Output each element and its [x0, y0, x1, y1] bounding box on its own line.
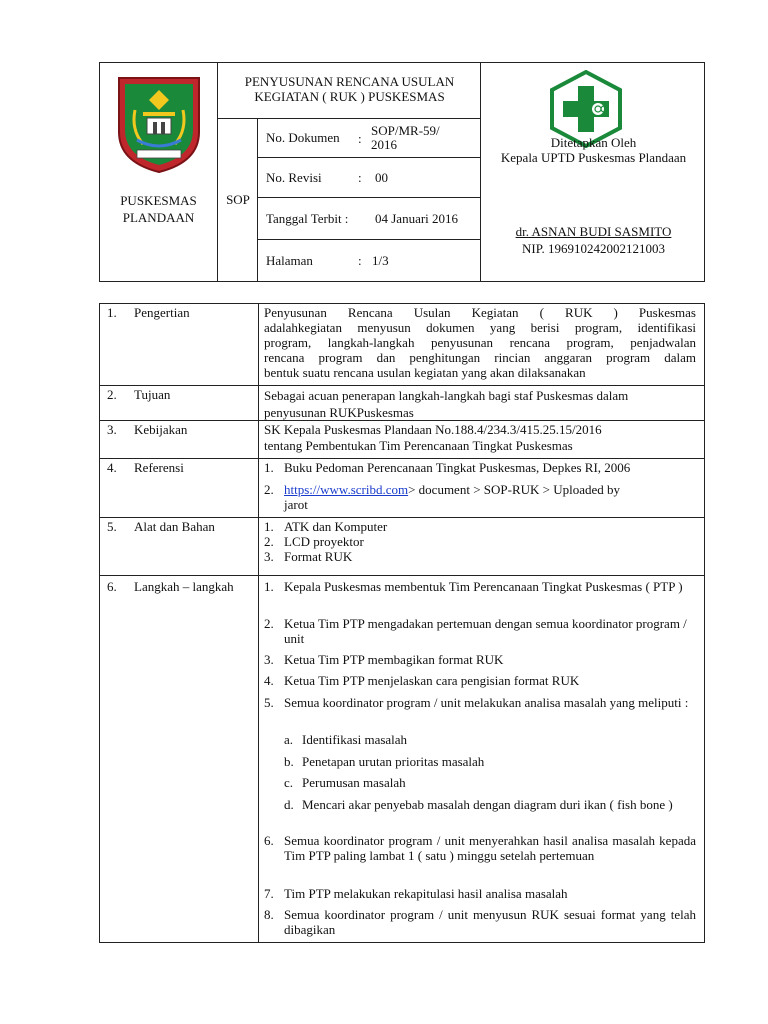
- issue-date-label: Tanggal Terbit :: [266, 211, 349, 226]
- signer-block: [482, 223, 705, 257]
- signer-nip: NIP. 196910242002121003: [521, 241, 665, 256]
- langkah-item-5-number: 5.: [264, 695, 274, 710]
- document-title-line2: KEGIATAN ( RUK ) PUSKESMAS: [254, 89, 445, 104]
- revision-label: No. Revisi: [266, 170, 322, 185]
- section-2-label: Tujuan: [134, 387, 171, 402]
- issue-date-value: 04 Januari 2016: [375, 211, 459, 226]
- section-2-content: [264, 387, 696, 421]
- org-name: [99, 192, 218, 226]
- langkah-subitem-d-letter: d.: [284, 797, 294, 812]
- pengertian-line-1: Penyusunan Rencana Usulan Kegiatan ( RUK ) Puskesmas: [264, 305, 696, 320]
- alat-item-2-number: 2.: [264, 534, 274, 549]
- document-title-line1: PENYUSUNAN RENCANA USULAN: [244, 74, 455, 89]
- revision-colon: :: [358, 170, 362, 185]
- langkah-item-1-number: 1.: [264, 579, 274, 594]
- approved-by-line2: Kepala UPTD Puskesmas Plandaan: [500, 150, 687, 165]
- pengertian-line-5: bentuk suatu rencana usulan kegiatan yang akan dilaksanakan: [264, 365, 586, 380]
- langkah-item-2-number: 2.: [264, 616, 274, 631]
- section-1-content: [264, 305, 696, 380]
- section-2-number: 2.: [107, 387, 117, 402]
- referensi-item-1-number: 1.: [264, 460, 274, 475]
- langkah-item-2-text: Ketua Tim PTP mengadakan pertemuan dengan semua koordinator program / unit: [284, 616, 687, 646]
- section-3-content: [264, 422, 696, 454]
- doc-no-value-line2: 2016: [371, 137, 397, 152]
- page-label: Halaman: [266, 253, 313, 268]
- langkah-subitem-c-text: Perumusan masalah: [302, 775, 406, 790]
- pengertian-line-4: rencana program dan penghitungan rincian anggaran program dalam: [264, 350, 696, 365]
- section-4-number: 4.: [107, 460, 117, 475]
- langkah-subitem-a-letter: a.: [284, 732, 294, 747]
- section-3-label: Kebijakan: [134, 422, 188, 437]
- referensi-item-2-text: [284, 482, 696, 512]
- section-3-number: 3.: [107, 422, 117, 437]
- langkah-item-5-text: Semua koordinator program / unit melakukan analisa masalah yang meliputi :: [284, 695, 689, 710]
- section-5-number: 5.: [107, 519, 117, 534]
- langkah-subitem-b-text: Penetapan urutan prioritas masalah: [302, 754, 485, 769]
- signer-name: dr. ASNAN BUDI SASMITO: [515, 224, 672, 239]
- alat-item-3-number: 3.: [264, 549, 274, 564]
- referensi-item-1-text: Buku Pedoman Perencanaan Tingkat Puskesmas, Depkes RI, 2006: [284, 460, 631, 475]
- approved-by-line1: Ditetapkan Oleh: [550, 135, 637, 150]
- doc-no-value: [371, 124, 440, 152]
- approval-block: [482, 135, 705, 165]
- revision-value: 00: [375, 170, 388, 185]
- doc-no-colon: :: [358, 131, 362, 146]
- kebijakan-line-1: SK Kepala Puskesmas Plandaan No.188.4/234.3/415.25.15/2016: [264, 422, 602, 437]
- langkah-item-7-text: Tim PTP melakukan rekapitulasi hasil analisa masalah: [284, 886, 568, 901]
- langkah-item-4-text: Ketua Tim PTP menjelaskan cara pengisian format RUK: [284, 673, 580, 688]
- document-title: [218, 74, 481, 104]
- langkah-item-3-text: Ketua Tim PTP membagikan format RUK: [284, 652, 504, 667]
- pengertian-line-2: adalahkegiatan menyusun dokumen yang berisi program, identifikasi: [264, 320, 696, 335]
- org-name-line1: PUSKESMAS: [120, 193, 197, 208]
- section-6-label: Langkah – langkah: [134, 579, 234, 594]
- page-colon: :: [358, 253, 362, 268]
- section-6-number: 6.: [107, 579, 117, 594]
- tujuan-line-1: Sebagai acuan penerapan langkah-langkah bagi staf Puskesmas dalam: [264, 388, 629, 403]
- page-value: 1/3: [372, 253, 389, 268]
- section-1-label: Pengertian: [134, 305, 190, 320]
- tujuan-line-2: penyusunan RUKPuskesmas: [264, 405, 414, 420]
- scribd-link[interactable]: https://www.scribd.com: [284, 482, 409, 497]
- langkah-item-1-text: Kepala Puskesmas membentuk Tim Perencanaan Tingkat Puskesmas ( PTP ): [284, 579, 683, 594]
- section-1-number: 1.: [107, 305, 117, 320]
- langkah-item-8-number: 8.: [264, 907, 274, 922]
- alat-item-2-text: LCD proyektor: [284, 534, 364, 549]
- langkah-item-3-number: 3.: [264, 652, 274, 667]
- regency-emblem-logo: [113, 74, 205, 174]
- doc-no-label: No. Dokumen: [266, 130, 340, 145]
- doc-no-value-line1: SOP/MR-59/: [371, 123, 440, 138]
- langkah-item-8-text: Semua koordinator program / unit menyusun RUK sesuai format yang telah dibagikan: [284, 907, 696, 937]
- pengertian-line-3: program, langkah-langkah penyusunan rencana program, penjadwalan: [264, 335, 696, 350]
- referensi-item-2-rest: > document > SOP-RUK > Uploaded by: [408, 482, 621, 497]
- langkah-item-6-text: Semua koordinator program / unit menyerahkan hasil analisa masalah kepada Tim PTP paling lambat 1 ( satu ) minggu setelah pertemuan: [284, 833, 696, 863]
- langkah-subitem-d-text: Mencari akar penyebab masalah dengan diagram duri ikan ( fish bone ): [302, 797, 673, 812]
- section-5-label: Alat dan Bahan: [134, 519, 215, 534]
- langkah-item-4-number: 4.: [264, 673, 274, 688]
- sop-label: SOP: [226, 192, 250, 207]
- alat-item-1-text: ATK dan Komputer: [284, 519, 388, 534]
- langkah-subitem-c-letter: c.: [284, 775, 294, 790]
- langkah-item-7-number: 7.: [264, 886, 274, 901]
- section-4-label: Referensi: [134, 460, 184, 475]
- alat-item-1-number: 1.: [264, 519, 274, 534]
- referensi-item-2-number: 2.: [264, 482, 274, 497]
- langkah-item-6-number: 6.: [264, 833, 274, 848]
- langkah-subitem-a-text: Identifikasi masalah: [302, 732, 408, 747]
- org-name-line2: PLANDAAN: [122, 210, 195, 225]
- langkah-subitem-b-letter: b.: [284, 754, 294, 769]
- alat-item-3-text: Format RUK: [284, 549, 353, 564]
- kebijakan-line-2: tentang Pembentukan Tim Perencanaan Tingkat Puskesmas: [264, 438, 573, 453]
- referensi-item-2-line2: jarot: [284, 497, 308, 512]
